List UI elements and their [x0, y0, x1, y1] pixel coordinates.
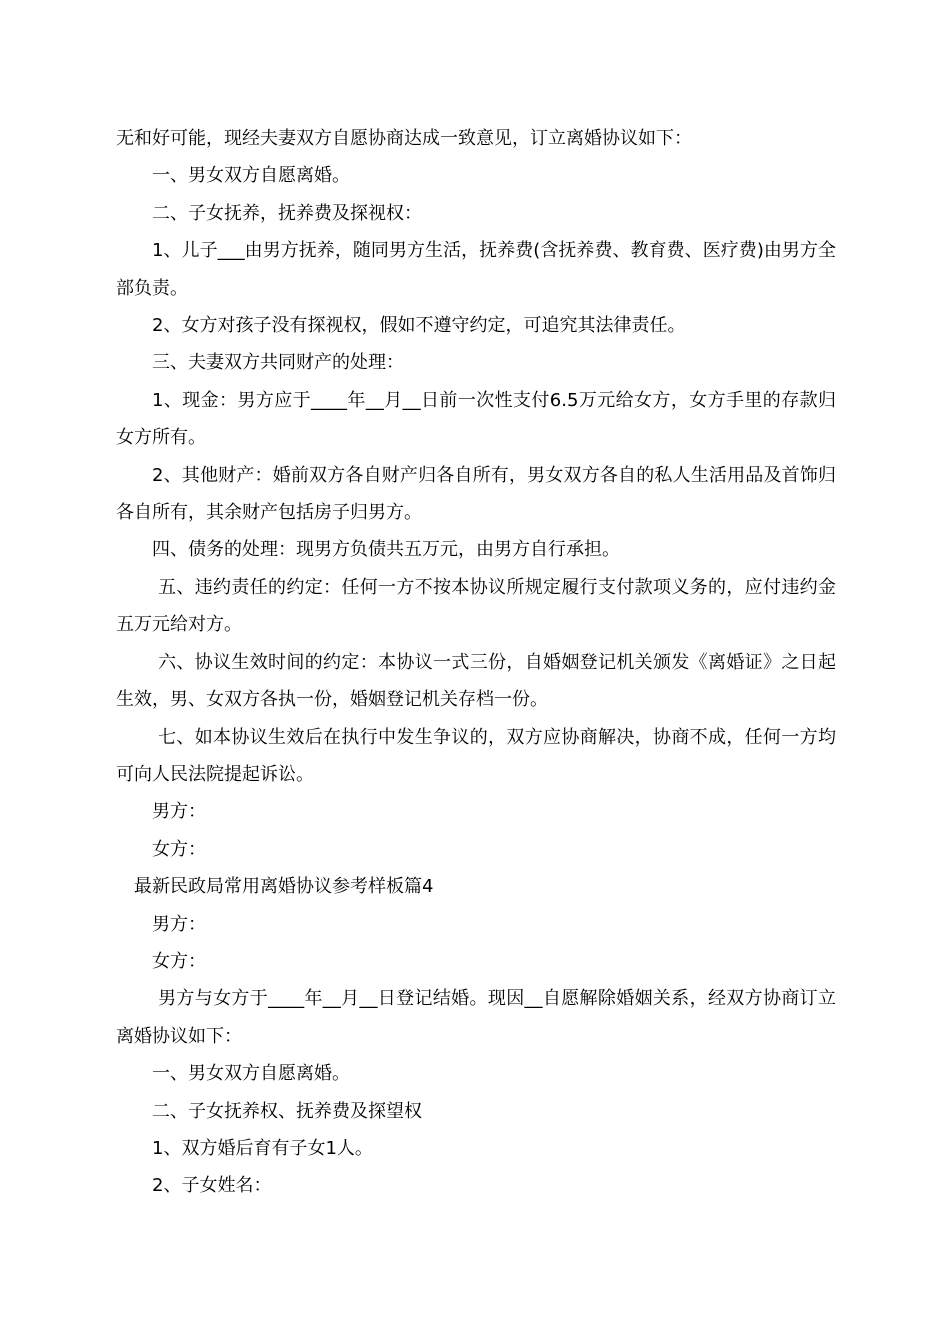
paragraph-clause-2-2: 2、女方对孩子没有探视权，假如不遵守约定，可追究其法律责任。 [152, 315, 686, 337]
paragraph-clause-2-1: 1、儿子___由男方抚养，随同男方生活，抚养费(含抚养费、教育费、医疗费)由男方全部负责。 [116, 240, 836, 299]
paragraph-clause-3-1: 1、现金：男方应于____年__月__日前一次性支付6.5万元给女方，女方手里的存款归女方所有。 [116, 389, 836, 449]
paragraph-clause-2b-2: 2、子女姓名： [152, 1175, 272, 1197]
paragraph-clause-4: 四、债务的处理：现男方负债共五万元，由男方自行承担。 [152, 539, 620, 561]
party-female: 女方： [152, 950, 206, 972]
paragraph-clause-3: 三、夫妻双方共同财产的处理： [152, 352, 404, 374]
paragraph-clause-5: 五、违约责任的约定：任何一方不按本协议所规定履行支付款项义务的，应付违约金五万元给对方。 [116, 576, 836, 636]
paragraph-clause-6: 六、协议生效时间的约定：本协议一式三份，自婚姻登记机关颁发《离婚证》之日起生效，男、女双方各执一份，婚姻登记机关存档一份。 [116, 651, 836, 711]
paragraph-clause-1: 一、男女双方自愿离婚。 [152, 165, 350, 187]
paragraph-clause-2: 二、子女抚养，抚养费及探视权： [152, 202, 422, 224]
paragraph-clause-3-2: 2、其他财产：婚前双方各自财产归各自所有，男女双方各自的私人生活用品及首饰归各自所有，其余财产包括房子归男方。 [116, 464, 836, 524]
signature-female: 女方： [152, 838, 206, 860]
paragraph-preamble: 男方与女方于____年__月__日登记结婚。现因__自愿解除婚姻关系，经双方协商订立离婚协议如下： [116, 988, 836, 1047]
paragraph-intro: 无和好可能，现经夫妻双方自愿协商达成一致意见，订立离婚协议如下： [116, 128, 692, 149]
paragraph-clause-7: 七、如本协议生效后在执行中发生争议的，双方应协商解决，协商不成，任何一方均可向人民法院提起诉讼。 [116, 726, 836, 785]
signature-male: 男方： [152, 801, 206, 823]
document-body [116, 120, 836, 1205]
section-heading: 最新民政局常用离婚协议参考样板篇4 [134, 876, 434, 898]
paragraph-clause-2b: 二、子女抚养权、抚养费及探望权 [152, 1100, 422, 1122]
party-male: 男方： [152, 913, 206, 935]
paragraph-clause-1b: 一、男女双方自愿离婚。 [152, 1063, 350, 1085]
paragraph-clause-2b-1: 1、双方婚后育有子女1人。 [152, 1137, 373, 1159]
